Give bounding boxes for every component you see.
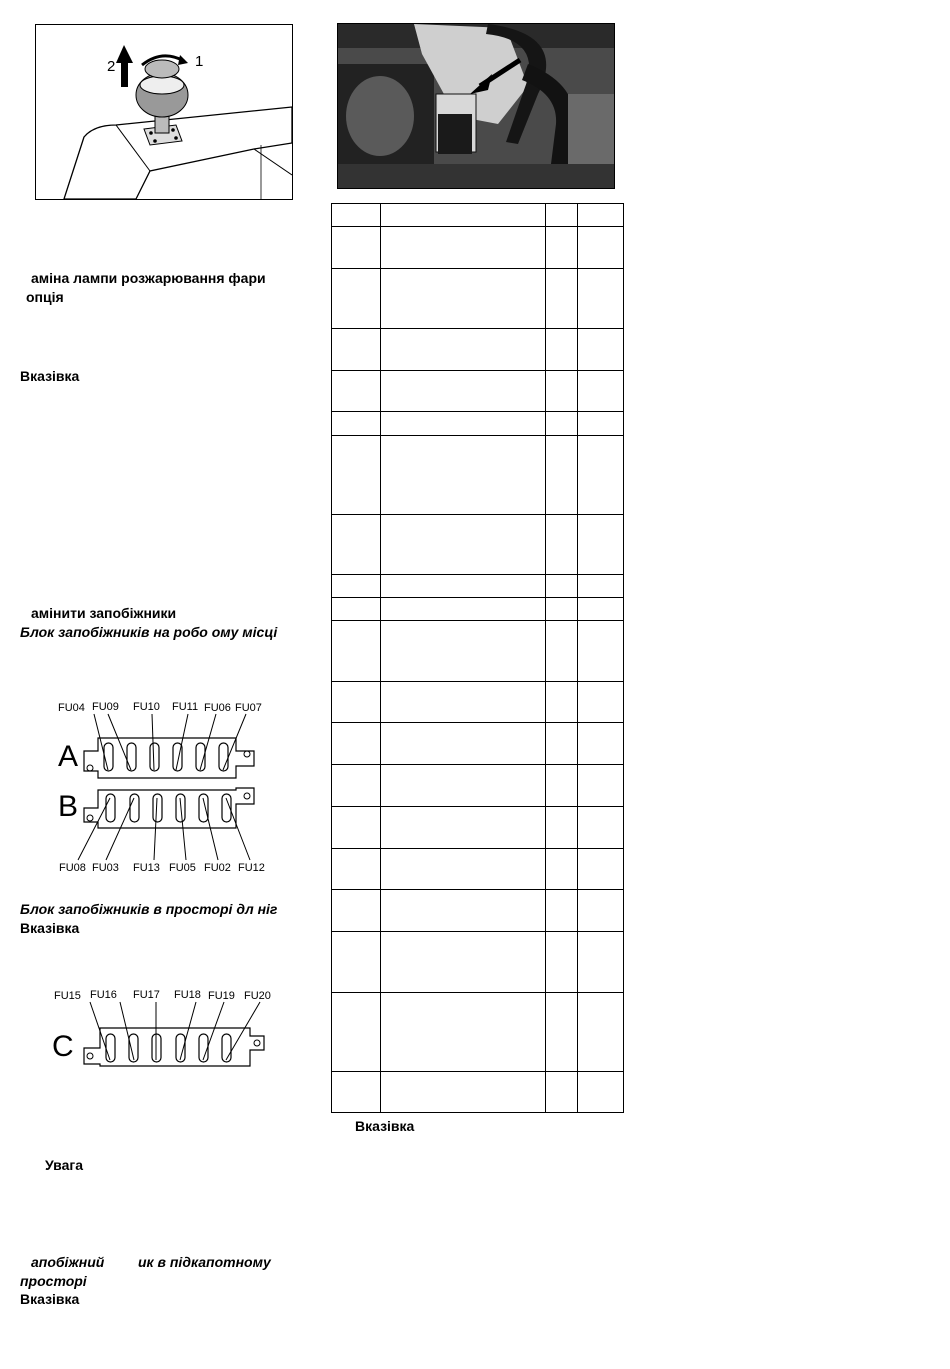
fuse-table-row xyxy=(332,682,624,723)
fuse-label-a-2: FU09 xyxy=(92,701,119,713)
fuse-table-cell xyxy=(546,269,578,329)
fuse-table-cell xyxy=(332,682,381,723)
fuse-table-cell xyxy=(546,932,578,993)
fuse-table-cell xyxy=(578,412,624,436)
fuse-table-cell xyxy=(381,849,546,890)
fuse-block-ab-drawing xyxy=(50,698,280,880)
rotate-step-label: 1 xyxy=(195,53,204,70)
fuse-table-cell xyxy=(578,575,624,598)
fuse-table-row xyxy=(332,723,624,765)
fuse-label-a-1: FU04 xyxy=(58,702,85,714)
block-legs-heading: Блок запобіжників в просторі дл ніг xyxy=(20,901,278,917)
fuse-label-b-3: FU13 xyxy=(133,862,160,874)
fuse-table-cell xyxy=(546,412,578,436)
fuse-table-cell xyxy=(578,1072,624,1113)
fuse-table-cell xyxy=(381,269,546,329)
note-heading-2: Вказівка xyxy=(20,920,80,936)
fuse-table-cell xyxy=(546,575,578,598)
fuse-table-cell xyxy=(578,515,624,575)
fuse-table-cell xyxy=(578,849,624,890)
fuse-table-row xyxy=(332,598,624,621)
block-letter-b: B xyxy=(58,790,79,823)
fuse-label-c-5: FU19 xyxy=(208,990,235,1002)
fuse-table-cell xyxy=(578,765,624,807)
fuse-block-c-figure xyxy=(50,986,280,1072)
fuse-table-cell xyxy=(546,993,578,1072)
fuse-table-cell xyxy=(332,932,381,993)
fuse-table-row xyxy=(332,329,624,371)
fuse-table-cell xyxy=(578,269,624,329)
fuse-table-cell xyxy=(332,1072,381,1113)
fuse-table-cell xyxy=(578,723,624,765)
fuse-table-cell xyxy=(578,371,624,412)
fuse-label-a-3: FU10 xyxy=(133,701,160,713)
fuse-table-cell xyxy=(546,598,578,621)
fuse-label-b-6: FU12 xyxy=(238,862,265,874)
fuse-label-b-1: FU08 xyxy=(59,862,86,874)
fuse-table-cell xyxy=(546,849,578,890)
fuse-table-cell xyxy=(381,621,546,682)
block-letter-c: C xyxy=(52,1030,74,1063)
fuse-table-row xyxy=(332,371,624,412)
fuse-table-cell xyxy=(381,412,546,436)
fuse-table-cell xyxy=(381,436,546,515)
note-heading-1: Вказівка xyxy=(20,368,80,384)
fuse-table-cell xyxy=(381,371,546,412)
fuse-table-cell xyxy=(546,371,578,412)
fuse-label-a-6: FU07 xyxy=(235,702,262,714)
fuse-table-cell xyxy=(381,723,546,765)
fuse-table-cell xyxy=(332,765,381,807)
fuse-table-row xyxy=(332,227,624,269)
fuses-heading: амінити запобіжники xyxy=(31,605,177,621)
fuse-table-row xyxy=(332,412,624,436)
fuse-table-cell xyxy=(578,598,624,621)
engine-bay-photo xyxy=(337,23,615,189)
fuse-table-cell xyxy=(578,204,624,227)
fuse-table-row xyxy=(332,807,624,849)
fuse-table-cell xyxy=(546,227,578,269)
lamp-heading-line1: аміна лампи розжарювання фари xyxy=(31,270,266,286)
fuse-label-b-4: FU05 xyxy=(169,862,196,874)
fuse-label-b-2: FU03 xyxy=(92,862,119,874)
fuse-table-cell xyxy=(578,227,624,269)
fuse-table-cell xyxy=(578,621,624,682)
fuse-table-cell xyxy=(332,371,381,412)
fuse-table-cell xyxy=(381,1072,546,1113)
fuse-table-cell xyxy=(546,682,578,723)
fuse-table-cell xyxy=(381,682,546,723)
fuse-table-cell xyxy=(381,993,546,1072)
fuse-label-c-1: FU15 xyxy=(54,990,81,1002)
hood-heading-line2: просторі xyxy=(20,1273,87,1289)
lamp-removal-drawing xyxy=(36,25,292,199)
fuse-table-cell xyxy=(332,204,381,227)
fuse-table-cell xyxy=(332,575,381,598)
fuse-block-ab-figure xyxy=(50,698,280,880)
fuse-table-cell xyxy=(578,890,624,932)
fuse-table-cell xyxy=(332,436,381,515)
fuse-table-cell xyxy=(332,598,381,621)
note-heading-3: Вказівка xyxy=(20,1291,80,1307)
fuse-table-cell xyxy=(546,204,578,227)
fuse-table-cell xyxy=(332,993,381,1072)
fuse-table-row xyxy=(332,621,624,682)
fuse-table-cell xyxy=(332,269,381,329)
fuse-label-c-3: FU17 xyxy=(133,989,160,1001)
fuse-table-cell xyxy=(546,890,578,932)
fuse-table-cell xyxy=(332,723,381,765)
fuse-table-cell xyxy=(332,329,381,371)
fuse-table-cell xyxy=(332,890,381,932)
fuse-label-c-4: FU18 xyxy=(174,989,201,1001)
fuse-table-cell xyxy=(546,1072,578,1113)
fuse-table-cell xyxy=(381,329,546,371)
lamp-heading-line2: опція xyxy=(26,289,64,305)
fuse-table-cell xyxy=(578,436,624,515)
fuse-label-b-5: FU02 xyxy=(204,862,231,874)
fuse-table-cell xyxy=(381,598,546,621)
fuse-table-cell xyxy=(546,621,578,682)
fuse-label-c-2: FU16 xyxy=(90,989,117,1001)
fuse-table-row xyxy=(332,575,624,598)
fuse-label-a-4: FU11 xyxy=(172,701,199,713)
fuse-table-cell xyxy=(381,807,546,849)
fuse-table-cell xyxy=(546,765,578,807)
fuse-table-cell xyxy=(578,682,624,723)
fuse-label-a-5: FU06 xyxy=(204,702,231,714)
block-letter-a: A xyxy=(58,740,79,773)
fuse-table-cell xyxy=(578,807,624,849)
fuse-table-row xyxy=(332,890,624,932)
fuse-table-cell xyxy=(381,890,546,932)
hood-heading-part1: апобіжний xyxy=(31,1254,105,1270)
fuse-label-c-6: FU20 xyxy=(244,990,271,1002)
fuse-table-row xyxy=(332,765,624,807)
fuse-table-cell xyxy=(381,204,546,227)
fuse-table-row xyxy=(332,993,624,1072)
fuse-table-cell xyxy=(578,329,624,371)
fuse-table-row xyxy=(332,932,624,993)
lamp-removal-figure xyxy=(35,24,293,200)
fuse-table-cell xyxy=(381,227,546,269)
note-heading-right: Вказівка xyxy=(355,1118,415,1134)
fuse-table-cell xyxy=(546,436,578,515)
fuse-table-row xyxy=(332,436,624,515)
pull-step-label: 2 xyxy=(107,58,116,75)
fuse-table-cell xyxy=(332,515,381,575)
fuse-table-row xyxy=(332,849,624,890)
fuse-table-cell xyxy=(546,807,578,849)
fuse-table-cell xyxy=(578,932,624,993)
fuse-table-cell xyxy=(578,993,624,1072)
fuse-table-cell xyxy=(332,621,381,682)
fuse-table-cell xyxy=(332,227,381,269)
fuse-table-cell xyxy=(546,329,578,371)
block-work-heading: Блок запобіжників на робо ому місці xyxy=(20,624,278,640)
fuse-table-cell xyxy=(332,412,381,436)
fuse-table-cell xyxy=(546,723,578,765)
fuse-table-row xyxy=(332,269,624,329)
fuse-table-cell xyxy=(332,807,381,849)
fuse-table-cell xyxy=(381,575,546,598)
fuse-table-cell xyxy=(546,515,578,575)
fuse-table-cell xyxy=(381,932,546,993)
fuse-table-cell xyxy=(381,515,546,575)
fuse-table-row xyxy=(332,204,624,227)
fuse-table-row xyxy=(332,515,624,575)
warning-heading: Увага xyxy=(45,1157,84,1173)
fuse-table-row xyxy=(332,1072,624,1113)
fuse-table xyxy=(331,203,624,1113)
hood-heading-part2: ик в підкапотному xyxy=(138,1254,271,1270)
engine-bay-drawing xyxy=(338,24,614,188)
fuse-table-cell xyxy=(332,849,381,890)
fuse-table-cell xyxy=(381,765,546,807)
